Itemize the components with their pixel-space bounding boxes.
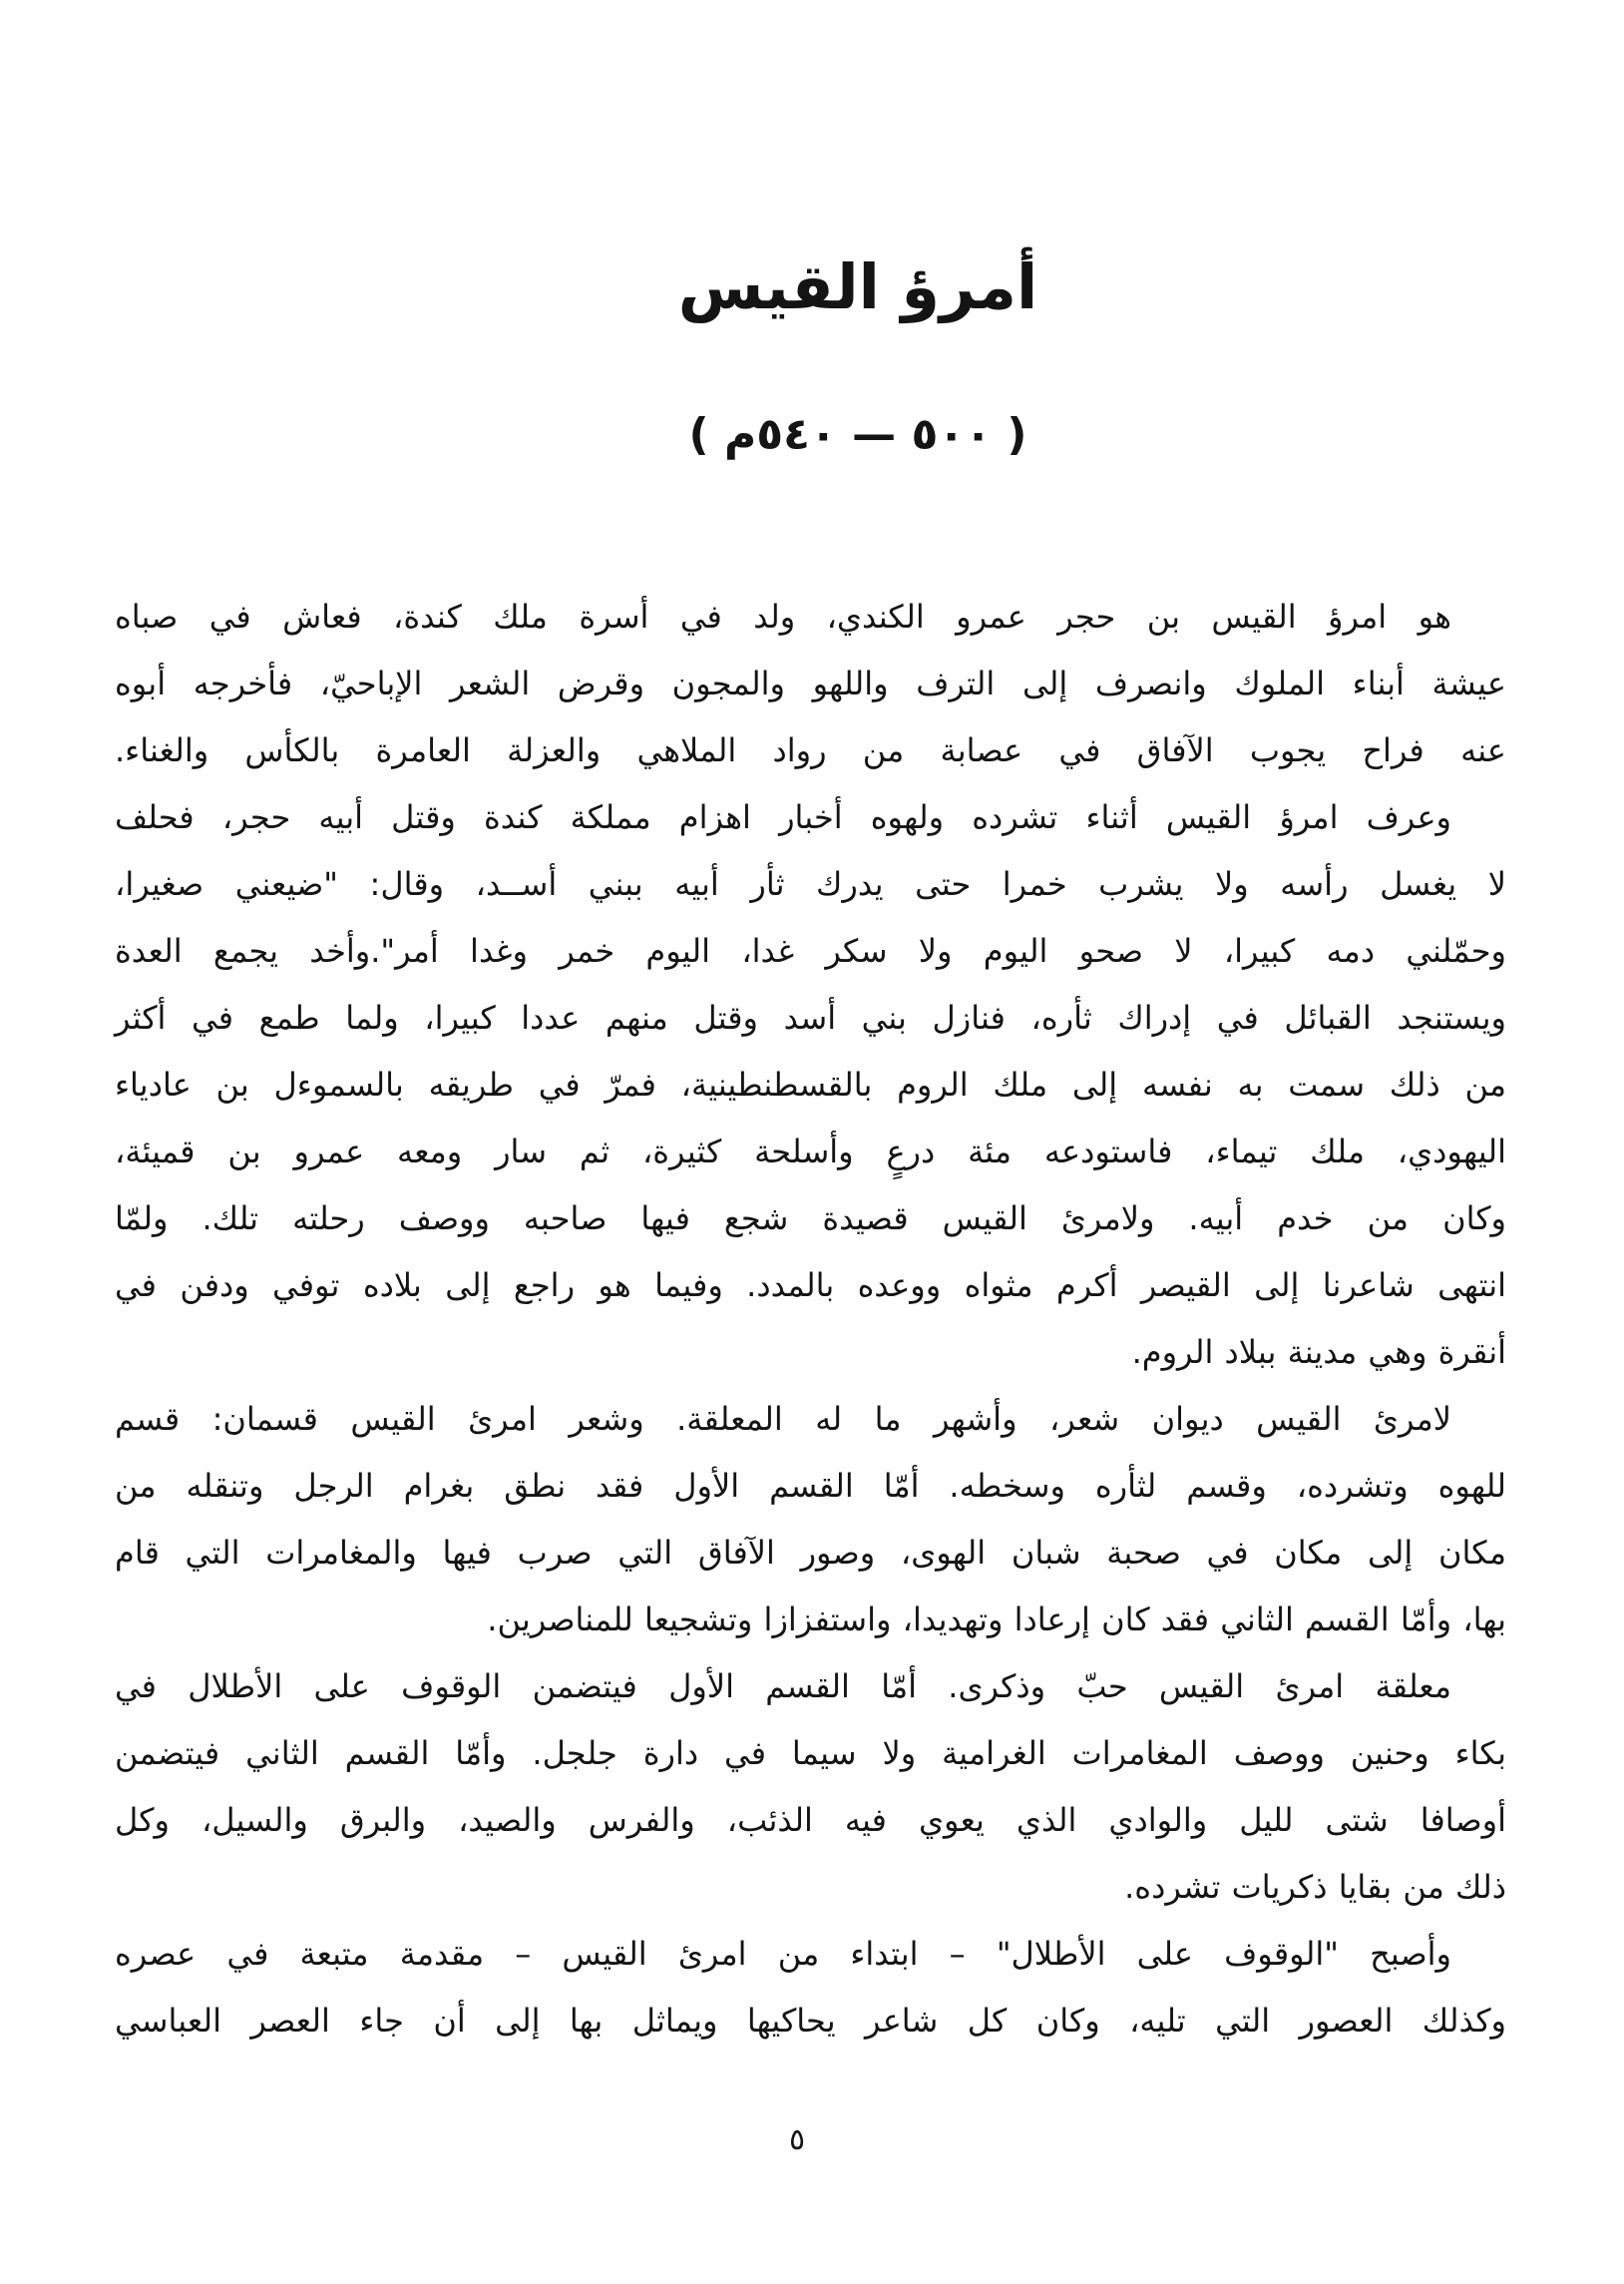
text-line: بكاء وحنين ووصف المغامرات الغرامية ولا سيما في دارة جلجل. وأمّا القسم الثاني فيتضمن xyxy=(115,1734,1506,1772)
page-title: أمرؤ القيس xyxy=(677,250,1038,323)
text-line: وكذلك العصور التي تليه، وكان كل شاعر يحاكيها ويماثل بها إلى أن جاء العصر العباسي xyxy=(115,2002,1506,2040)
text-line: أوصافا شتى لليل والوادي الذي يعوي فيه الذئب، والفرس والصيد، والبرق والسيل، وكل xyxy=(115,1801,1506,1839)
text-line: هو امرؤ القيس بن حجر عمرو الكندي، ولد في أسرة ملك كندة، فعاش في صباه xyxy=(115,598,1451,636)
text-line: بها، وأمّا القسم الثاني فقد كان إرعادا وتهديدا، واستفزازا وتشجيعا للمناصرين. xyxy=(487,1600,1506,1638)
text-line: انتهى شاعرنا إلى القيصر أكرم مثواه ووعده بالمدد. وفيما هو راجع إلى بلاده توفي ودفن في xyxy=(115,1266,1506,1304)
text-line: عنه فراح يجوب الآفاق في عصابة من رواد الملاهي والعزلة العامرة بالكأس والغناء. xyxy=(115,731,1506,769)
text-line: لا يغسل رأسه ولا يشرب خمرا حتى يدرك ثأر أبيه ببني أســد، وقال: "ضيعني صغيرا، xyxy=(115,865,1506,903)
text-line: وأصبح "الوقوف على الأطلال" – ابتداء من امرئ القيس – مقدمة متبعة في عصره xyxy=(115,1935,1451,1973)
text-line: وحمّلني دمه كبيرا، لا صحو اليوم ولا سكر غدا، اليوم خمر وغدا أمر".وأخد يجمع العدة xyxy=(115,932,1506,970)
text-line: ويستنجد القبائل في إدراك ثأره، فنازل بني أسد وقتل منهم عددا كبيرا، ولما طمع في أكثر xyxy=(115,999,1506,1037)
text-line: أنقرة وهي مدينة ببلاد الروم. xyxy=(1131,1333,1506,1371)
text-line: وكان من خدم أبيه. ولامرئ القيس قصيدة شجع فيها صاحبه ووصف رحلته تلك. ولمّا xyxy=(115,1199,1506,1237)
text-line: اليهودي، ملك تيماء، فاستودعه مئة درعٍ وأسلحة كثيرة، ثم سار ومعه عمرو بن قميئة، xyxy=(115,1133,1506,1170)
text-line: للهوه وتشرده، وقسم لثأره وسخطه. أمّا القسم الأول فقد نطق بغرام الرجل وتنقله من xyxy=(115,1467,1506,1505)
paragraph xyxy=(115,784,1506,1386)
paragraph xyxy=(115,1921,1506,2055)
page-number: ٥ xyxy=(788,2122,806,2157)
text-line: من ذلك سمت به نفسه إلى ملك الروم بالقسطنطينية، فمرّ في طريقه بالسموءل بن عادياء xyxy=(115,1066,1506,1104)
lifespan-dates: ( ٥٠٠ — ٥٤٠م ) xyxy=(688,409,1027,460)
body-text xyxy=(115,584,1506,2055)
text-line: مكان إلى مكان في صحبة شبان الهوى، وصور الآفاق التي صرب فيها والمغامرات التي قام xyxy=(115,1534,1506,1572)
text-line: معلقة امرئ القيس حبّ وذكرى. أمّا القسم الأول فيتضمن الوقوف على الأطلال في xyxy=(115,1667,1451,1705)
text-line: عيشة أبناء الملوك وانصرف إلى الترف واللهو والمجون وقرض الشعر الإباحيّ، فأخرجه أبوه xyxy=(115,665,1506,702)
paragraph xyxy=(115,1386,1506,1653)
text-line: ذلك من بقايا ذكريات تشرده. xyxy=(1124,1868,1506,1906)
text-line: وعرف امرؤ القيس أثناء تشرده ولهوه أخبار اهزام مملكة كندة وقتل أبيه حجر، فحلف xyxy=(115,798,1451,836)
paragraph xyxy=(115,584,1506,784)
paragraph xyxy=(115,1653,1506,1921)
text-line: لامرئ القيس ديوان شعر، وأشهر ما له المعلقة. وشعر امرئ القيس قسمان: قسم xyxy=(115,1400,1451,1438)
